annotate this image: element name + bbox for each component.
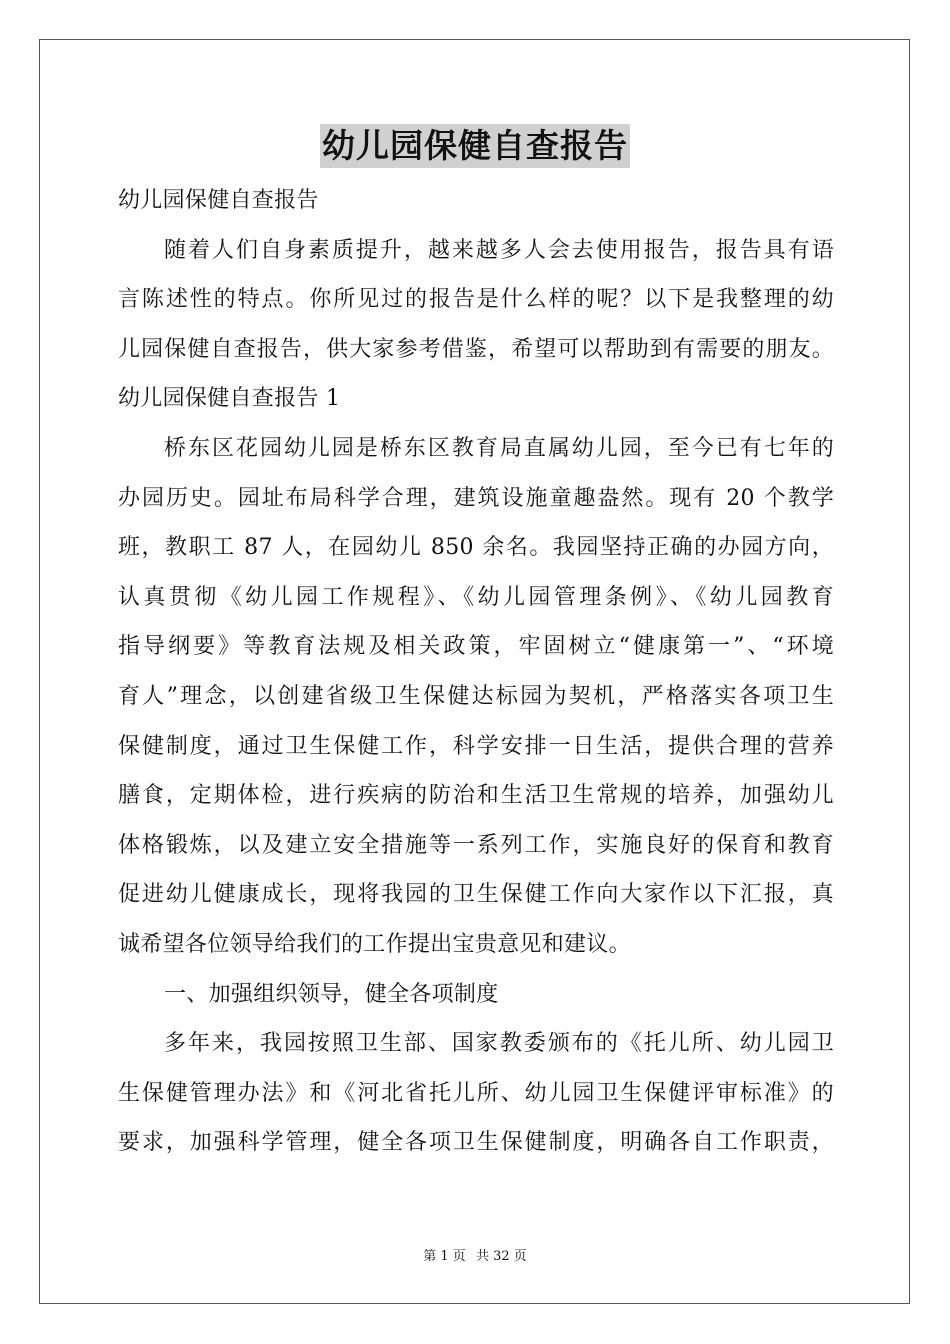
text-line: 幼儿园保健自查报告 [118,188,319,213]
text-line: 桥东区花园幼儿园是桥东区教育局直属幼儿园，至今已有七年的 [164,435,834,461]
text-line: 体格锻炼，以及建立安全措施等一系列工作，实施良好的保育和教育 [118,832,834,858]
page-total: 共 32 页 [475,1249,527,1264]
text-line: 认真贯彻《幼儿园工作规程》、《幼儿园管理条例》、《幼儿园教育 [118,584,834,610]
document-title: 幼儿园保健自查报告 [320,124,630,168]
text-line: 生保健管理办法》和《河北省托儿所、幼儿园卫生保健评审标准》的 [118,1080,834,1106]
text-line: 随着人们自身素质提升，越来越多人会去使用报告，报告具有语 [164,237,834,263]
title-container [0,124,950,168]
text-line: 要求，加强科学管理，健全各项卫生保健制度，明确各自工作职责， [118,1130,834,1156]
text-line: 促进幼儿健康成长，现将我园的卫生保健工作向大家作以下汇报，真 [118,882,834,908]
text-line: 指导纲要》等教育法规及相关政策，牢固树立“健康第一”、“环境 [118,634,834,660]
text-line: 言陈述性的特点。你所见过的报告是什么样的呢？以下是我整理的幼 [118,287,834,313]
text-line: 儿园保健自查报告，供大家参考借鉴，希望可以帮助到有需要的朋友。 [118,336,834,362]
page-footer [0,1245,950,1264]
text-line: 办园历史。园址布局科学合理，建筑设施童趣盎然。现有 20 个教学 [118,485,834,511]
text-line: 诚希望各位领导给我们的工作提出宝贵意见和建议。 [118,931,631,957]
text-line: 班，教职工 87 人，在园幼儿 850 余名。我园坚持正确的办园方向， [118,535,834,561]
text-line: 幼儿园保健自查报告 1 [118,386,341,412]
document-body [118,176,834,1168]
text-line: 膳食，定期体检，进行疾病的防治和生活卫生常规的培养，加强幼儿 [118,783,834,809]
text-line: 多年来，我园按照卫生部、国家教委颁布的《托儿所、幼儿园卫 [164,1031,834,1057]
text-line: 一、加强组织领导，健全各项制度 [164,981,499,1007]
page-number: 第 1 页 [423,1249,466,1264]
text-line: 保健制度，通过卫生保健工作，科学安排一日生活，提供合理的营养 [118,733,834,759]
text-line: 育人”理念，以创建省级卫生保健达标园为契机，严格落实各项卫生 [118,683,834,709]
